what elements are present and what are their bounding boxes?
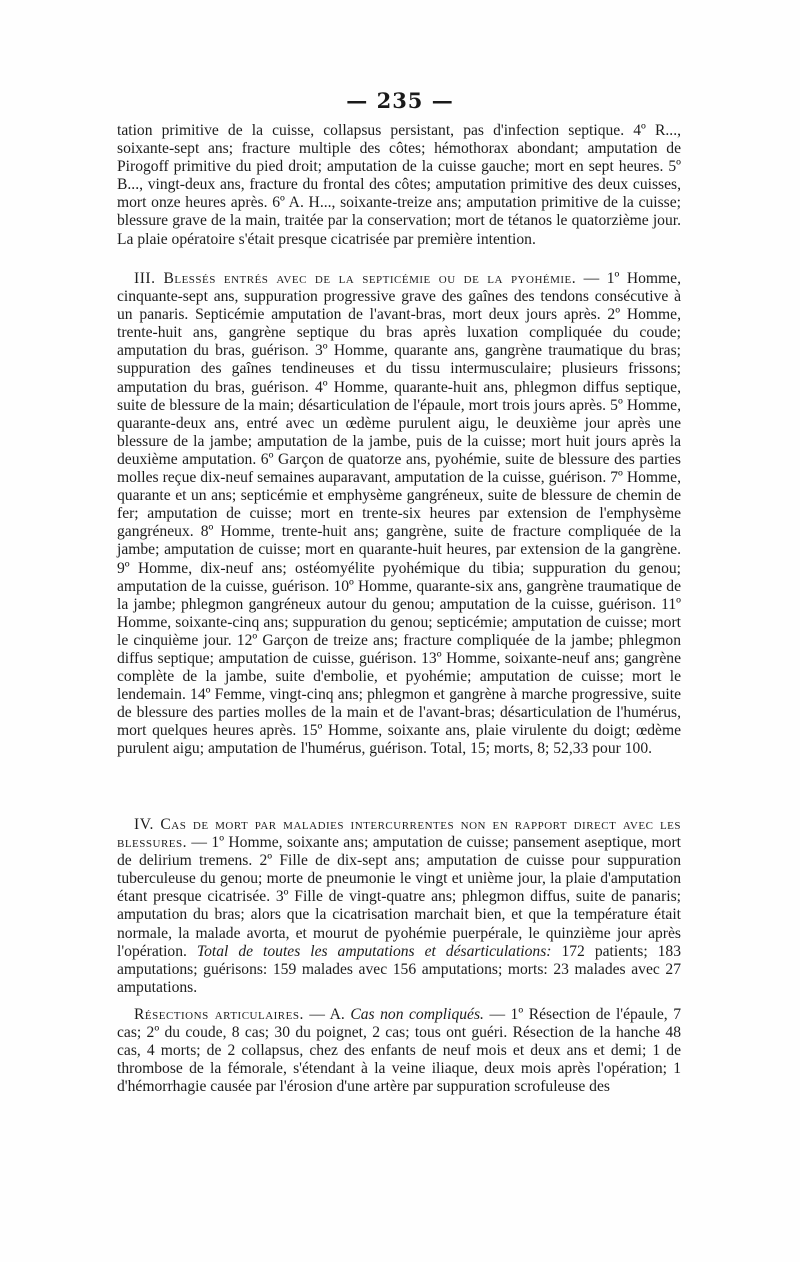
paragraph-resections [117, 1006, 681, 1096]
paragraph-text [117, 1006, 681, 1096]
paragraph-text [117, 270, 681, 759]
section-body: — 1º Homme, soixante ans; amputation de cuisse; pansement aseptique, mort de delirium tremens. 2º Fille de dix-sept ans; amputation de cuisse pour suppuration tuberculeuse du genou; morte de pneumonie le vingt et unième jour, la plaie d'amputation étant presque cicatrisée. 3º Fille de vingt-quatre ans; phlegmon diffus, suite de panaris; amputation du bras; alors que la cicatrisation marchait bien, et que la température était normale, la malade avorta, et mourut de pyohémie puerpérale, le quinzième jour après l'opération. [117, 834, 681, 960]
paragraph-text: tation primitive de la cuisse, collapsus persistant, pas d'infection septique. 4º R..., soixante-sept ans; fracture multiple des côtes; hémothorax abondant; amputation de Pirogoff primitive du pied droit; amputation de la cuisse gauche; mort en sept heures. 5º B..., vingt-deux ans, fracture du frontal des côtes; amputation primitive des deux cuisses, mort onze heures après. 6º A. H..., soixante-treize ans; amputation primitive de la cuisse; blessure grave de la main, traitée par la conservation; mort de tétanos le quatorzième jour. La plaie opératoire s'était presque cicatrisée par première intention. [117, 122, 681, 248]
section-body: — 1º Homme, cinquante-sept ans, suppuration progressive grave des gaînes des tendons consécutive à un panaris. Septicémie amputation de l'avant-bras, mort deux jours après. 2º Homme, trente-huit ans, gangrène septique du bras après luxation compliquée du coude; amputation du bras, guérison. 3º Homme, quarante ans, gangrène traumatique du bras; suppuration des gaînes tendineuses et du tissu intermusculaire; plusieurs frissons; amputation du bras, guérison. 4º Homme, quarante-huit ans, phlegmon diffus septique, suite de blessure de la main; désarticulation de l'épaule, mort trois jours après. 5º Homme, quarante-deux ans, entré avec un œdème purulent aigu, le deuxième jour après une blessure de la jambe; amputation de la jambe, puis de la cuisse; mort huit jours après la deuxième amputation. 6º Garçon de quatorze ans, pyohémie, suite de blessure des parties molles reçue dix-neuf semaines auparavant, amputation de la cuisse, guérison. 7º Homme, quarante et un ans; septicémie et emphysème gangréneux, suite de blessure de chemin de fer; amputation de cuisse; mort en trente-six heures par extension de l'emphysème gangréneux. 8º Homme, trente-huit ans; gangrène, suite de fracture compliquée de la jambe; amputation de cuisse; mort en quarante-huit heures, par extension de la gangrène. 9º Homme, dix-neuf ans; ostéomyélite pyohémique du tibia; suppuration du genou; amputation de la cuisse, guérison. 10º Homme, quarante-six ans, gangrène traumatique de la jambe; phlegmon gangréneux autour du genou; amputation de la cuisse, guérison. 11º Homme, soixante-cinq ans; suppuration du genou; septicémie; amputation de cuisse; mort le cinquième jour. 12º Garçon de treize ans; fracture compliquée de la jambe; phlegmon diffus septique; amputation de cuisse, guérison. 13º Homme, soixante-neuf ans; gangrène complète de la jambe, suite d'embolie, et pyohémie; amputation de cuisse; mort le lendemain. 14º Femme, vingt-cinq ans; phlegmon et gangrène à marche progressive, suite de blessure des parties molles de la main et de l'avant-bras; désarticulation de l'humérus, mort quelques heures après. 15º Homme, soixante ans, plaie virulente du doigt; œdème purulent aigu; amputation de l'humérus, guérison. Total, 15; morts, 8; 52,33 pour 100. [117, 270, 681, 758]
paragraph-section-iii [117, 270, 681, 759]
section-italic-subheading: Cas non compliqués. [350, 1006, 484, 1023]
paragraph-section-iv [117, 816, 681, 997]
paragraph-text [117, 816, 681, 997]
section-body: — 1º Résection de l'épaule, 7 cas; 2º du coude, 8 cas; 30 du poignet, 2 cas; tous ont guéri. Résection de la hanche 48 cas, 4 morts; de 2 collapsus, chez des enfants de neuf mois et deux ans et demi; 1 de thrombose de la fémorale, s'étendant à la veine iliaque, deux mois après l'opération; 1 d'hémorrhagie causée par l'érosion d'une artère par suppuration scrofuleuse des [117, 1006, 681, 1096]
section-heading: III. Blessés entrés avec de la septicémie ou de la pyohémie. [134, 270, 577, 287]
paragraph-continuation [117, 122, 681, 249]
section-dash: — A. [303, 1006, 351, 1023]
section-body-total: 172 patients; 183 amputations; guérisons: 159 malades avec 156 amputations; morts: 23 malades avec 27 amputations. [117, 942, 681, 996]
section-italic-total: Total de toutes les amputations et désarticulations: [196, 942, 552, 960]
section-heading: IV. Cas de mort par maladies intercurrentes non en rapport direct avec les blessures. [117, 816, 681, 852]
section-heading: Résections articulaires. [134, 1006, 304, 1023]
page-number: — 235 — [346, 88, 454, 113]
